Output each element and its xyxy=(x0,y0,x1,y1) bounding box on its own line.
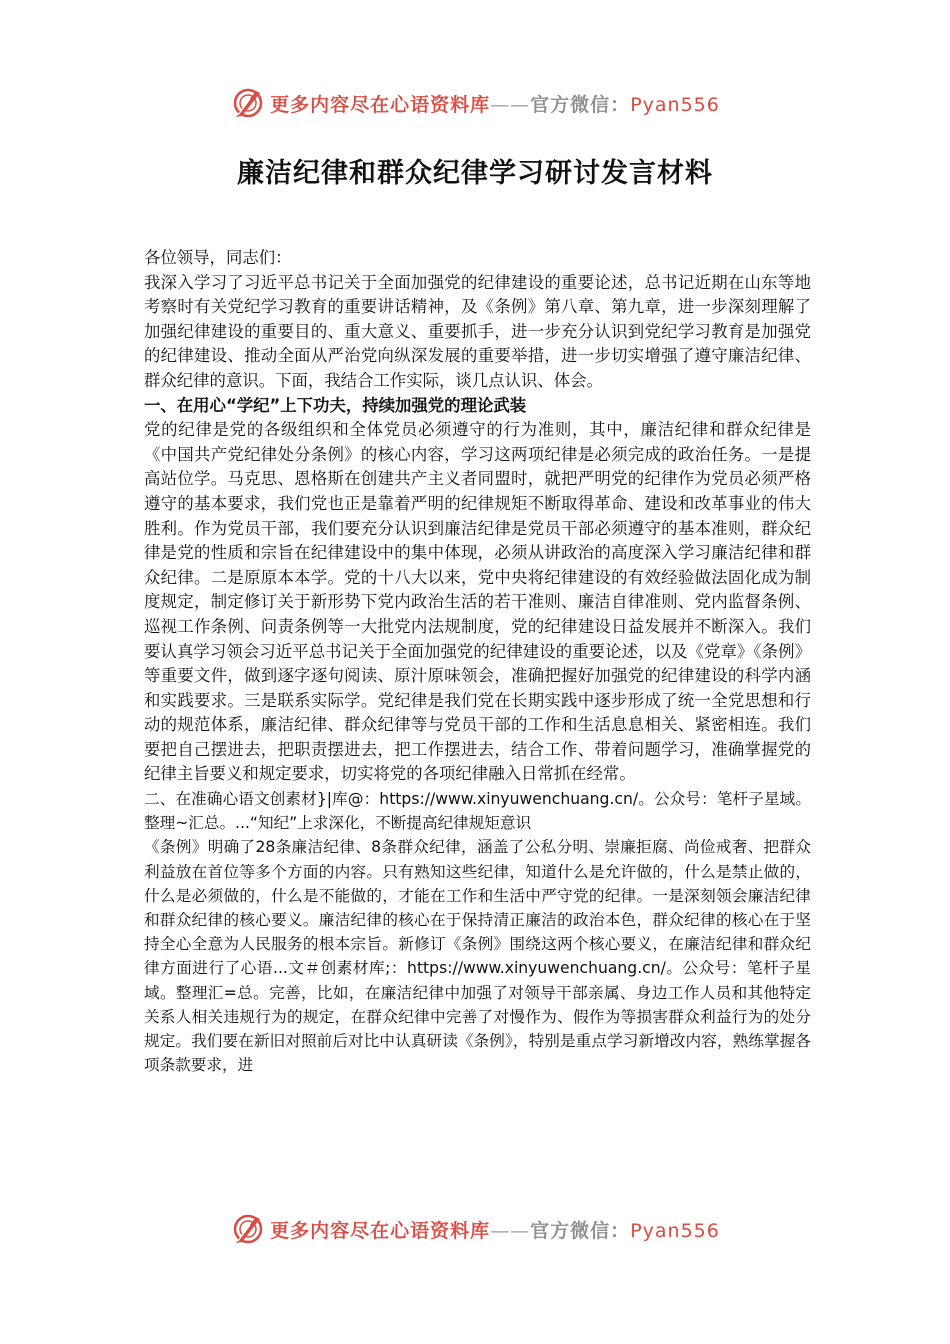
intro-paragraph: 我深入学习了习近平总书记关于全面加强党的纪律建设的重要论述，总书记近期在山东等地考察时有关党纪学习教育的重要讲话精神，及《条例》第八章、第九章，进一步深刻理解了加强纪律建设的重要目的、重大意义、重要抓手，进一步充分认识到党纪学习教育是加强党的纪律建设、推动全面从严治党向纵深发展的重要举措，进一步切实增强了遵守廉洁纪律、群众纪律的意识。下面，我结合工作实际，谈几点认识、体会。 xyxy=(144,272,811,390)
footer-banner-content xyxy=(230,1211,720,1247)
banner-content xyxy=(230,85,720,121)
footer-banner-separator: —— xyxy=(490,1219,531,1242)
section-paragraph-2: 《条例》明确了28条廉洁纪律、8条群众纪律，涵盖了公私分明、崇廉拒腐、尚俭戒奢、把群众利益放在首位等多个方面的内容。只有熟知这些纪律，知道什么是允许做的，什么是禁止做的，什么是必须做的，什么是不能做的，才能在工作和生活中严守党的纪律。一是深刻领会廉洁纪律和群众纪律的核心要义。廉洁纪律的核心在于保持清正廉洁的政治本色，群众纪律的核心在于坚持全心全意为人民服务的根本宗旨。新修订《条例》围绕这两个核心要义，在廉洁纪律和群众纪律方面进行了心语...文＃创素材库;：https://www.xinyuwenchuang.cn/。公众号：笔杆子星域。整理汇=总。完善，比如，在廉洁纪律中加强了对领导干部亲属、身边工作人员和其他特定关系人相关违规行为的规定，在群众纪律中完善了对慢作为、假作为等损害群众利益行为的处分规定。我们要在新旧对照前后对比中认真研读《条例》，特别是重点学习新增改内容，熟练掌握各项条款要求，进 xyxy=(144,838,811,1075)
banner-separator: —— xyxy=(490,93,531,116)
banner-wechat-id: Pyan556 xyxy=(630,93,720,116)
footer-banner-wechat-id: Pyan556 xyxy=(630,1219,720,1242)
salutation: 各位领导，同志们： xyxy=(144,248,292,267)
document-body xyxy=(144,246,811,1078)
banner-wechat-label: 官方微信： xyxy=(530,93,631,116)
document-title: 廉洁纪律和群众纪律学习研讨发言材料 xyxy=(237,158,713,189)
banner-main-text: 更多内容尽在心语资料库 xyxy=(270,93,491,116)
quill-logo-icon xyxy=(230,1211,266,1247)
footer-banner xyxy=(0,1209,950,1249)
footer-banner-text xyxy=(270,1216,720,1243)
quill-logo-icon xyxy=(230,85,266,121)
banner-text xyxy=(270,90,720,117)
section-heading-2: 二、在准确心语文创素材}|库@：https://www.xinyuwenchuang.cn/。公众号：笔杆子星域。整理~汇总。...“知纪”上求深化，不断提高纪律规矩意识 xyxy=(144,790,811,833)
footer-banner-wechat-label: 官方微信： xyxy=(530,1219,631,1242)
section-paragraph-1: 党的纪律是党的各级组织和全体党员必须遵守的行为准则，其中，廉洁纪律和群众纪律是《中国共产党纪律处分条例》的核心内容，学习这两项纪律是必须完成的政治任务。一是提高站位学。马克思、恩格斯在创建共产主义者同盟时，就把严明党的纪律作为党员必须严格遵守的基本要求，我们党也正是靠着严明的纪律规矩不断取得革命、建设和改革事业的伟大胜利。作为党员干部，我们要充分认识到廉洁纪律是党员干部必须遵守的基本准则，群众纪律是党的性质和宗旨在纪律建设中的集中体现，必须从讲政治的高度深入学习廉洁纪律和群众纪律。二是原原本本学。党的十八大以来，党中央将纪律建设的有效经验做法固化成为制度规定，制定修订关于新形势下党内政治生活的若干准则、廉洁自律准则、党内监督条例、巡视工作条例、问责条例等一大批党内法规制度，党的纪律建设日益发展并不断深入。我们要认真学习领会习近平总书记关于全面加强党的纪律建设的重要论述，以及《党章》《条例》等重要文件，做到逐字逐句阅读、原汁原味领会，准确把握好加强党的纪律建设的科学内涵和实践要求。三是联系实际学。党纪律是我们党在长期实践中逐步形成了统一全党思想和行动的规范体系，廉洁纪律、群众纪律等与党员干部的工作和生活息息相关、紧密相连。我们要把自己摆进去，把职责摆进去，把工作摆进去，结合工作、带着问题学习，准确掌握党的纪律主旨要义和规定要求，切实将党的各项纪律融入日常抓在经常。 xyxy=(144,420,811,784)
header-banner xyxy=(0,83,950,123)
footer-banner-main-text: 更多内容尽在心语资料库 xyxy=(270,1219,491,1242)
section-heading-1: 一、在用心“学纪”上下功夫，持续加强党的理论武装 xyxy=(144,395,527,415)
